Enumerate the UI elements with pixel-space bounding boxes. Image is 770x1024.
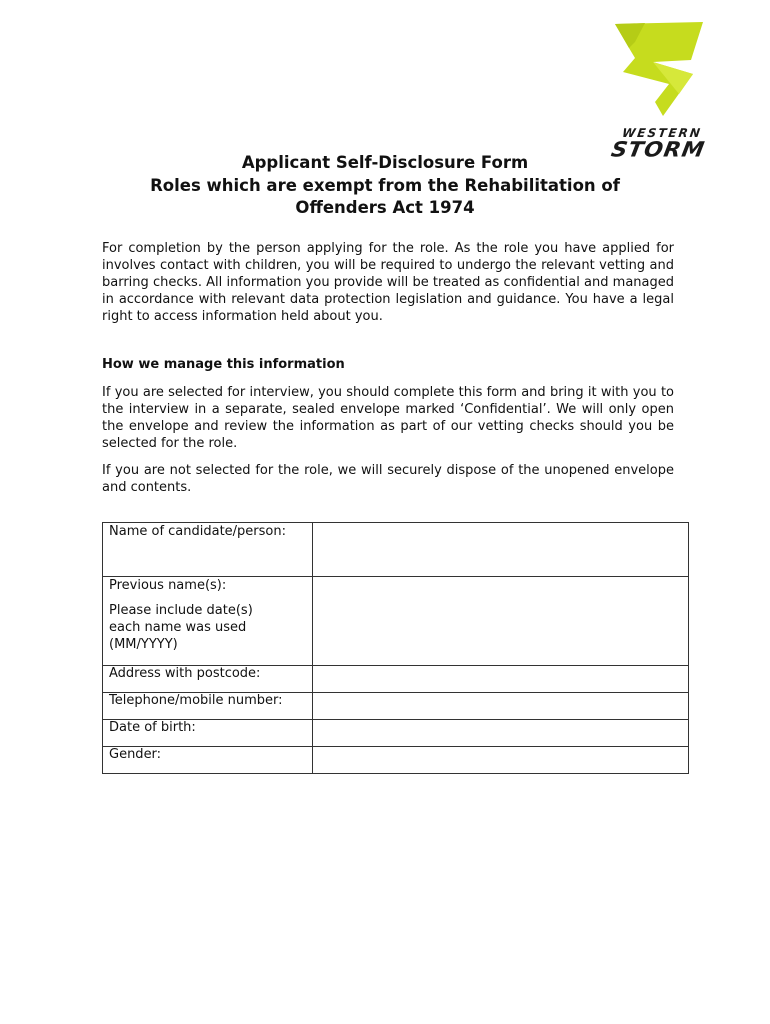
disposal-paragraph: If you are not selected for the role, we will securely dispose of the unopened envelope and contents. bbox=[102, 463, 674, 495]
interview-paragraph: If you are selected for interview, you should complete this form and bring it with you to the interview in a separate, sealed envelope marked ‘Confidential’. We will only open the envelope and review the information as part of our vetting checks should you be selected for the role. bbox=[102, 385, 674, 451]
table-row bbox=[103, 720, 689, 747]
form-title: Applicant Self-Disclosure Form bbox=[241, 153, 529, 172]
table-row bbox=[103, 747, 689, 774]
logo-wordmark-top: WESTERN bbox=[621, 126, 703, 140]
table-row bbox=[103, 523, 689, 577]
section-heading: How we manage this information bbox=[102, 357, 345, 372]
address-field[interactable] bbox=[313, 666, 689, 693]
form-subtitle-line-2: Offenders Act 1974 bbox=[295, 198, 475, 217]
name-label: Name of candidate/person: bbox=[103, 523, 313, 577]
dob-label: Date of birth: bbox=[103, 720, 313, 747]
intro-paragraph: For completion by the person applying for the role. As the role you have applied for involves contact with children, you will be required to undergo the relevant vetting and barring checks. All information you provide will be treated as confidential and managed in accordance with relevant data protection legislation and guidance. You have a legal right to access information held about you. bbox=[102, 241, 674, 324]
table-row bbox=[103, 577, 689, 666]
previous-names-note: Please include date(s) each name was used (MM/YYYY) bbox=[109, 603, 253, 652]
previous-names-label-cell bbox=[103, 577, 313, 666]
previous-names-field[interactable] bbox=[313, 577, 689, 666]
form-subtitle-line-1: Roles which are exempt from the Rehabilitation of bbox=[150, 176, 620, 195]
gender-field[interactable] bbox=[313, 747, 689, 774]
gender-label: Gender: bbox=[103, 747, 313, 774]
previous-names-label: Previous name(s): bbox=[109, 578, 227, 593]
table-row bbox=[103, 693, 689, 720]
table-row bbox=[103, 666, 689, 693]
dob-field[interactable] bbox=[313, 720, 689, 747]
telephone-field[interactable] bbox=[313, 693, 689, 720]
address-label: Address with postcode: bbox=[103, 666, 313, 693]
logo-wordmark-bottom: STORM bbox=[609, 138, 707, 163]
telephone-label: Telephone/mobile number: bbox=[103, 693, 313, 720]
candidate-details-table bbox=[102, 522, 689, 774]
name-field[interactable] bbox=[313, 523, 689, 577]
